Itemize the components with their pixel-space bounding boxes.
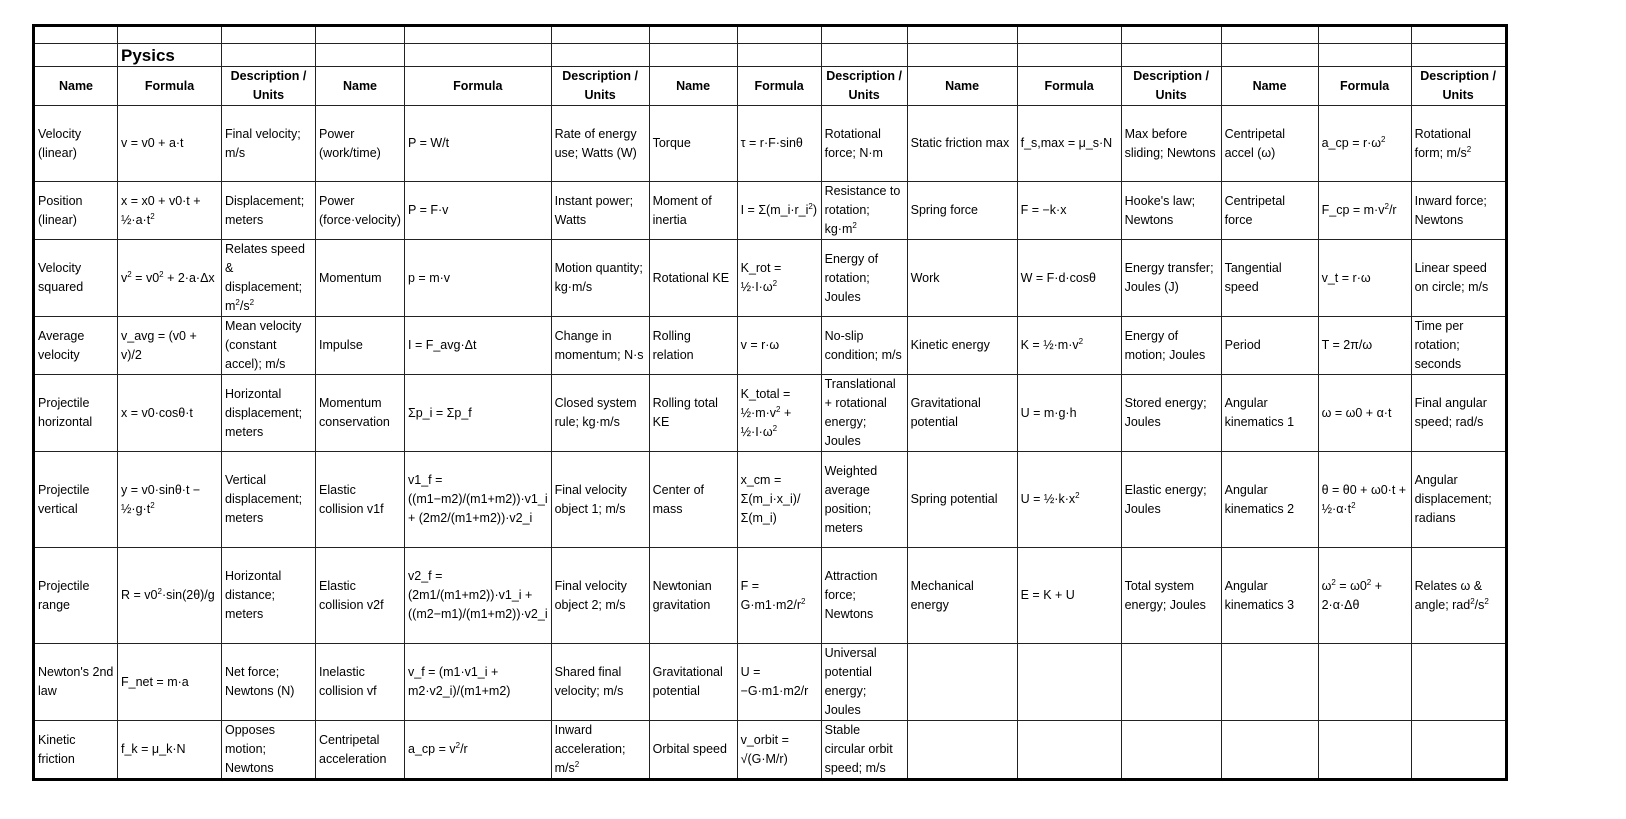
- name-cell[interactable]: Rolling relation: [649, 317, 737, 375]
- formula-cell[interactable]: $U = \frac{1}{2}\cdot k\cdot x^2$: [1017, 452, 1121, 548]
- description-cell[interactable]: Relates ω & angle; $rad^2/s^2$: [1411, 548, 1506, 644]
- name-cell[interactable]: Static friction max: [907, 106, 1017, 182]
- empty-cell[interactable]: [1121, 644, 1221, 721]
- column-header[interactable]: Formula: [1318, 67, 1411, 106]
- column-header[interactable]: Description / Units: [222, 67, 316, 106]
- table-row: [34, 317, 1507, 375]
- formula-cell[interactable]: P = F·v: [405, 182, 552, 240]
- name-cell[interactable]: Gravitational potential: [649, 644, 737, 721]
- description-cell[interactable]: Closed system rule; kg·m/s: [551, 375, 649, 452]
- table-row: [34, 644, 1507, 721]
- empty-cell[interactable]: [34, 26, 118, 44]
- empty-cell[interactable]: [1318, 644, 1411, 721]
- name-cell[interactable]: Projectile vertical: [34, 452, 118, 548]
- description-cell[interactable]: Linear speed on circle; m/s: [1411, 240, 1506, 317]
- empty-cell[interactable]: [1318, 44, 1411, 67]
- formula-cell[interactable]: ω = ω0 + α·t: [1318, 375, 1411, 452]
- description-cell[interactable]: Elastic energy; Joules: [1121, 452, 1221, 548]
- name-cell[interactable]: Gravitational potential: [907, 375, 1017, 452]
- description-cell[interactable]: Stored energy; Joules: [1121, 375, 1221, 452]
- description-cell[interactable]: Inward acceleration; $m/s^2$: [551, 721, 649, 780]
- description-cell[interactable]: Relates speed & displacement; $m^2/s^2$: [222, 240, 316, 317]
- description-cell[interactable]: Motion quantity; kg·m/s: [551, 240, 649, 317]
- empty-cell[interactable]: [1017, 721, 1121, 780]
- empty-cell[interactable]: [551, 26, 649, 44]
- column-header[interactable]: Name: [34, 67, 118, 106]
- empty-cell[interactable]: [907, 44, 1017, 67]
- column-header[interactable]: Name: [907, 67, 1017, 106]
- empty-cell[interactable]: [1121, 44, 1221, 67]
- name-cell[interactable]: Momentum: [316, 240, 405, 317]
- description-cell[interactable]: Mean velocity (constant accel); m/s: [222, 317, 316, 375]
- empty-cell[interactable]: [405, 44, 552, 67]
- formula-cell[interactable]: v = r·ω: [737, 317, 821, 375]
- formula-cell[interactable]: T = 2π/ω: [1318, 317, 1411, 375]
- name-cell[interactable]: Spring potential: [907, 452, 1017, 548]
- description-cell[interactable]: Net force; Newtons (N): [222, 644, 316, 721]
- name-cell[interactable]: Projectile range: [34, 548, 118, 644]
- description-cell[interactable]: Shared final velocity; m/s: [551, 644, 649, 721]
- name-cell[interactable]: Inelastic collision vf: [316, 644, 405, 721]
- formula-cell[interactable]: x = v0·cosθ·t: [118, 375, 222, 452]
- formula-cell[interactable]: $R = v0^2\cdot\sin(2\theta)/g$: [118, 548, 222, 644]
- empty-cell[interactable]: [316, 44, 405, 67]
- empty-cell[interactable]: [1411, 721, 1506, 780]
- empty-cell[interactable]: [1411, 26, 1506, 44]
- formula-cell[interactable]: v1_f = ((m1−m2)/(m1+m2))·v1_i + (2m2/(m1+m2))·v2_i: [405, 452, 552, 548]
- description-cell[interactable]: Horizontal distance; meters: [222, 548, 316, 644]
- formula-cell[interactable]: v_f = (m1·v1_i + m2·v2_i)/(m1+m2): [405, 644, 552, 721]
- formula-cell[interactable]: E = K + U: [1017, 548, 1121, 644]
- name-cell[interactable]: Newtonian gravitation: [649, 548, 737, 644]
- formula-cell[interactable]: $I = \Sigma(m\_i\cdot r\_i^2)$: [737, 182, 821, 240]
- description-cell[interactable]: Final velocity object 1; m/s: [551, 452, 649, 548]
- description-cell[interactable]: Energy transfer; Joules (J): [1121, 240, 1221, 317]
- name-cell[interactable]: Rotational KE: [649, 240, 737, 317]
- description-cell[interactable]: Attraction force; Newtons: [821, 548, 907, 644]
- empty-cell[interactable]: [405, 26, 552, 44]
- description-cell[interactable]: Stable circular orbit speed; m/s: [821, 721, 907, 780]
- table-row: [34, 375, 1507, 452]
- name-cell[interactable]: Angular kinematics 1: [1221, 375, 1318, 452]
- formula-cell[interactable]: $F = G\cdot m1\cdot m2/r^2$: [737, 548, 821, 644]
- formula-cell[interactable]: $y = v0\cdot\sin\theta\cdot t - \frac{1}{2}\cdot g\cdot t^2$: [118, 452, 222, 548]
- column-header[interactable]: Formula: [405, 67, 552, 106]
- name-cell[interactable]: Projectile horizontal: [34, 375, 118, 452]
- name-cell[interactable]: Angular kinematics 3: [1221, 548, 1318, 644]
- description-cell[interactable]: Universal potential energy; Joules: [821, 644, 907, 721]
- formula-cell[interactable]: W = F·d·cosθ: [1017, 240, 1121, 317]
- name-cell[interactable]: Power (work/time): [316, 106, 405, 182]
- name-cell[interactable]: Momentum conservation: [316, 375, 405, 452]
- description-cell[interactable]: Angular displacement; radians: [1411, 452, 1506, 548]
- empty-cell[interactable]: [1318, 26, 1411, 44]
- formula-cell[interactable]: F_cp = $m\cdot v^2/r$: [1318, 182, 1411, 240]
- empty-cell[interactable]: [1121, 26, 1221, 44]
- empty-cell[interactable]: [1017, 44, 1121, 67]
- name-cell[interactable]: Impulse: [316, 317, 405, 375]
- empty-cell[interactable]: [316, 26, 405, 44]
- empty-cell[interactable]: [1221, 26, 1318, 44]
- formula-cell[interactable]: f_k = μ_k·N: [118, 721, 222, 780]
- name-cell[interactable]: Centripetal force: [1221, 182, 1318, 240]
- description-cell[interactable]: Displacement; meters: [222, 182, 316, 240]
- empty-cell[interactable]: [1017, 26, 1121, 44]
- name-cell[interactable]: Work: [907, 240, 1017, 317]
- empty-cell[interactable]: [1221, 644, 1318, 721]
- header-row: [34, 67, 1507, 106]
- empty-cell[interactable]: [1221, 721, 1318, 780]
- formula-cell[interactable]: F_net = m·a: [118, 644, 222, 721]
- name-cell[interactable]: Power (force·velocity): [316, 182, 405, 240]
- description-cell[interactable]: Time per rotation; seconds: [1411, 317, 1506, 375]
- name-cell[interactable]: Tangential speed: [1221, 240, 1318, 317]
- empty-cell[interactable]: [551, 44, 649, 67]
- formula-cell[interactable]: v_avg = (v0 + v)/2: [118, 317, 222, 375]
- description-cell[interactable]: Energy of rotation; Joules: [821, 240, 907, 317]
- empty-cell[interactable]: [907, 26, 1017, 44]
- description-cell[interactable]: Change in momentum; N·s: [551, 317, 649, 375]
- table-row: [34, 452, 1507, 548]
- name-cell[interactable]: Centripetal accel (ω): [1221, 106, 1318, 182]
- formula-cell[interactable]: a_cp = $r\cdot\omega^2$: [1318, 106, 1411, 182]
- formula-cell[interactable]: v = v0 + a·t: [118, 106, 222, 182]
- empty-cell[interactable]: [907, 644, 1017, 721]
- description-cell[interactable]: Horizontal displacement; meters: [222, 375, 316, 452]
- formula-cell[interactable]: x_cm = Σ(m_i·x_i)/Σ(m_i): [737, 452, 821, 548]
- empty-cell[interactable]: [118, 26, 222, 44]
- description-cell[interactable]: Final velocity object 2; m/s: [551, 548, 649, 644]
- column-header[interactable]: Formula: [118, 67, 222, 106]
- name-cell[interactable]: Rolling total KE: [649, 375, 737, 452]
- description-cell[interactable]: Energy of motion; Joules: [1121, 317, 1221, 375]
- description-cell[interactable]: Opposes motion; Newtons: [222, 721, 316, 780]
- column-header[interactable]: Formula: [1017, 67, 1121, 106]
- description-cell[interactable]: Total system energy; Joules: [1121, 548, 1221, 644]
- description-cell[interactable]: Rotational form; $m/s^2$: [1411, 106, 1506, 182]
- description-cell[interactable]: Final velocity; m/s: [222, 106, 316, 182]
- name-cell[interactable]: Velocity (linear): [34, 106, 118, 182]
- table-row: [34, 240, 1507, 317]
- formula-cell[interactable]: K_rot = $\frac{1}{2}\cdot I\cdot\omega^2$: [737, 240, 821, 317]
- column-header[interactable]: Description / Units: [1411, 67, 1506, 106]
- name-cell[interactable]: Spring force: [907, 182, 1017, 240]
- empty-cell[interactable]: [649, 26, 737, 44]
- formula-cell[interactable]: I = F_avg·Δt: [405, 317, 552, 375]
- empty-cell[interactable]: [1221, 44, 1318, 67]
- empty-cell[interactable]: [222, 44, 316, 67]
- sheet-title[interactable]: Pysics: [118, 44, 222, 67]
- description-cell[interactable]: Vertical displacement; meters: [222, 452, 316, 548]
- description-cell[interactable]: Resistance to rotation; $kg\cdot m^2$: [821, 182, 907, 240]
- name-cell[interactable]: Kinetic energy: [907, 317, 1017, 375]
- empty-cell[interactable]: [737, 26, 821, 44]
- formula-cell[interactable]: f_s,max = μ_s·N: [1017, 106, 1121, 182]
- description-cell[interactable]: Instant power; Watts: [551, 182, 649, 240]
- column-header[interactable]: Formula: [737, 67, 821, 106]
- formula-cell[interactable]: $x = x0 + v0\cdot t + \frac{1}{2}\cdot a\cdot t^2$: [118, 182, 222, 240]
- name-cell[interactable]: Period: [1221, 317, 1318, 375]
- table-row: [34, 548, 1507, 644]
- empty-cell[interactable]: [222, 26, 316, 44]
- formula-cell[interactable]: a_cp = $v^2/r$: [405, 721, 552, 780]
- formula-sheet-table: [32, 24, 1508, 781]
- name-cell[interactable]: Moment of inertia: [649, 182, 737, 240]
- empty-cell[interactable]: [737, 44, 821, 67]
- name-cell[interactable]: Elastic collision v1f: [316, 452, 405, 548]
- formula-cell[interactable]: $v^2 = v0^2 + 2\cdot a\cdot\Delta x$: [118, 240, 222, 317]
- column-header[interactable]: Name: [316, 67, 405, 106]
- name-cell[interactable]: Elastic collision v2f: [316, 548, 405, 644]
- empty-cell[interactable]: [1411, 44, 1506, 67]
- empty-cell[interactable]: [821, 26, 907, 44]
- column-header[interactable]: Name: [1221, 67, 1318, 106]
- description-cell[interactable]: Max before sliding; Newtons: [1121, 106, 1221, 182]
- description-cell[interactable]: Translational + rotational energy; Joules: [821, 375, 907, 452]
- formula-cell[interactable]: τ = r·F·sinθ: [737, 106, 821, 182]
- empty-cell[interactable]: [1017, 644, 1121, 721]
- name-cell[interactable]: Centripetal acceleration: [316, 721, 405, 780]
- title-row: [34, 44, 1507, 67]
- formula-cell[interactable]: U = −G·m1·m2/r: [737, 644, 821, 721]
- column-header[interactable]: Description / Units: [821, 67, 907, 106]
- name-cell[interactable]: Torque: [649, 106, 737, 182]
- blank-row: [34, 26, 1507, 44]
- table-row: [34, 106, 1507, 182]
- formula-cell[interactable]: $K = \frac{1}{2}\cdot m\cdot v^2$: [1017, 317, 1121, 375]
- formula-cell[interactable]: U = m·g·h: [1017, 375, 1121, 452]
- formula-cell[interactable]: v_t = r·ω: [1318, 240, 1411, 317]
- formula-cell[interactable]: $\omega^2 = \omega 0^2 + 2\cdot\alpha\cdot\Delta\theta$: [1318, 548, 1411, 644]
- description-cell[interactable]: Weighted average position; meters: [821, 452, 907, 548]
- empty-cell[interactable]: [649, 44, 737, 67]
- empty-cell[interactable]: [821, 44, 907, 67]
- name-cell[interactable]: Angular kinematics 2: [1221, 452, 1318, 548]
- description-cell[interactable]: Rotational force; N·m: [821, 106, 907, 182]
- column-header[interactable]: Description / Units: [1121, 67, 1221, 106]
- formula-cell[interactable]: v_orbit = √(G·M/r): [737, 721, 821, 780]
- formula-cell[interactable]: K_total = $\frac{1}{2}\cdot m\cdot v^2$ + $\frac{1}{2}\cdot I\cdot\omega^2$: [737, 375, 821, 452]
- description-cell[interactable]: Final angular speed; rad/s: [1411, 375, 1506, 452]
- name-cell[interactable]: Position (linear): [34, 182, 118, 240]
- description-cell[interactable]: Rate of energy use; Watts (W): [551, 106, 649, 182]
- description-cell[interactable]: No-slip condition; m/s: [821, 317, 907, 375]
- formula-cell[interactable]: p = m·v: [405, 240, 552, 317]
- empty-cell[interactable]: [907, 721, 1017, 780]
- empty-cell[interactable]: [34, 44, 118, 67]
- table-row: [34, 182, 1507, 240]
- empty-cell[interactable]: [1411, 644, 1506, 721]
- description-cell[interactable]: Hooke's law; Newtons: [1121, 182, 1221, 240]
- table-row: [34, 721, 1507, 780]
- description-cell[interactable]: Inward force; Newtons: [1411, 182, 1506, 240]
- name-cell[interactable]: Center of mass: [649, 452, 737, 548]
- empty-cell[interactable]: [1121, 721, 1221, 780]
- name-cell[interactable]: Average velocity: [34, 317, 118, 375]
- formula-cell[interactable]: Σp_i = Σp_f: [405, 375, 552, 452]
- name-cell[interactable]: Mechanical energy: [907, 548, 1017, 644]
- name-cell[interactable]: Orbital speed: [649, 721, 737, 780]
- formula-cell[interactable]: F = −k·x: [1017, 182, 1121, 240]
- name-cell[interactable]: Kinetic friction: [34, 721, 118, 780]
- formula-cell[interactable]: v2_f = (2m1/(m1+m2))·v1_i + ((m2−m1)/(m1+m2))·v2_i: [405, 548, 552, 644]
- formula-cell[interactable]: P = W/t: [405, 106, 552, 182]
- column-header[interactable]: Description / Units: [551, 67, 649, 106]
- empty-cell[interactable]: [1318, 721, 1411, 780]
- formula-cell[interactable]: $\theta = \theta 0 + \omega 0\cdot t + \frac{1}{2}\cdot\alpha\cdot t^2$: [1318, 452, 1411, 548]
- name-cell[interactable]: Newton's 2nd law: [34, 644, 118, 721]
- name-cell[interactable]: Velocity squared: [34, 240, 118, 317]
- column-header[interactable]: Name: [649, 67, 737, 106]
